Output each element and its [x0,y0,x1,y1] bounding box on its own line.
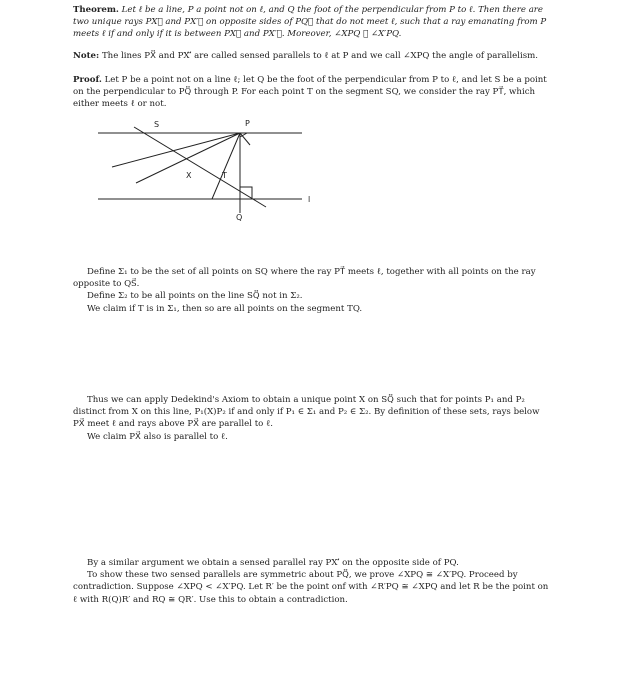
label-x: X [186,171,192,180]
proof-text: Let P be a point not on a line ℓ; let Q be the foot of the perpendicular from P to ℓ, and let S be a point on the perpendicular to PQ⃡ through P. For each point T on the segment SQ, we consider the ray PT⃗, which either meets ℓ or not. [73,75,547,110]
symmetry-block [73,557,553,606]
dedekind-paragraph: Thus we can apply Dedekind's Axiom to obtain a unique point X on SQ⃡ such that for points P₁ and P₂ distinct from X on this line, P₁(X)P₂ if and only if P₁ ∈ Σ₁ and P₂ ∈ Σ₂. By definition of these sets, rays below PX⃗ meet ℓ and rays above PX⃗ are parallel to ℓ. [73,395,540,430]
symmetry-proof: To show these two sensed parallels are symmetric about PQ⃡, we prove ∠XPQ ≅ ∠X′PQ. Proceed by contradiction. Suppose ∠XPQ < ∠X′PQ. Let R′ be the point onf with ∠R′PQ ≅ ∠XPQ and let R be the point on ℓ with R(Q)R′ and RQ ≅ QR′. Use this to obtain a contradiction. [73,570,549,605]
ray-right [240,133,250,145]
label-q: Q [236,213,243,222]
definitions-block [73,266,553,315]
proof-label: Proof. [73,75,102,85]
ray-lower [112,133,240,167]
theorem-text: Let ℓ be a line, P a point not on ℓ, and Q the foot of the perpendicular from P to ℓ. Then there are two unique rays PX⃗ and PX′⃗ on opposite sides of PQ⃡ that do not meet ℓ, such that a ray emanating from P meets ℓ if and only if it is between PX⃗ and PX′⃗. Moreover, ∠XPQ ≅ ∠X′PQ. [73,5,547,40]
claim-tq: We claim if T is in Σ₁, then so are all points on the segment TQ. [87,303,363,314]
dedekind-block [73,394,553,443]
claim-px-parallel: We claim PX⃗ also is parallel to ℓ. [87,431,228,442]
label-t: T [222,171,227,180]
note-label: Note: [73,51,100,61]
define-sigma1: Define Σ₁ to be the set of all points on SQ where the ray PT⃗ meets ℓ, together with all points on the ray opposite to QS⃗. [73,267,536,290]
define-sigma2: Define Σ₂ to be all points on the line SQ⃡ not in Σ₂. [87,291,303,302]
proof-block [73,74,553,111]
note-block [73,50,553,62]
similar-argument: By a similar argument we obtain a sensed parallel ray PX′⃗ on the opposite side of PQ. [87,558,459,568]
label-p: P [245,119,250,128]
theorem-label: Theorem. [73,5,119,15]
line-sq [134,127,266,207]
note-text: The lines PX⃡ and PX′⃡ are called sensed parallels to ℓ at P and we call ∠XPQ the angle of parallelism. [101,51,539,61]
label-s: S [154,120,160,129]
theorem-block [73,4,553,41]
parallel-lines-diagram [90,117,330,227]
label-l: l [308,195,311,204]
